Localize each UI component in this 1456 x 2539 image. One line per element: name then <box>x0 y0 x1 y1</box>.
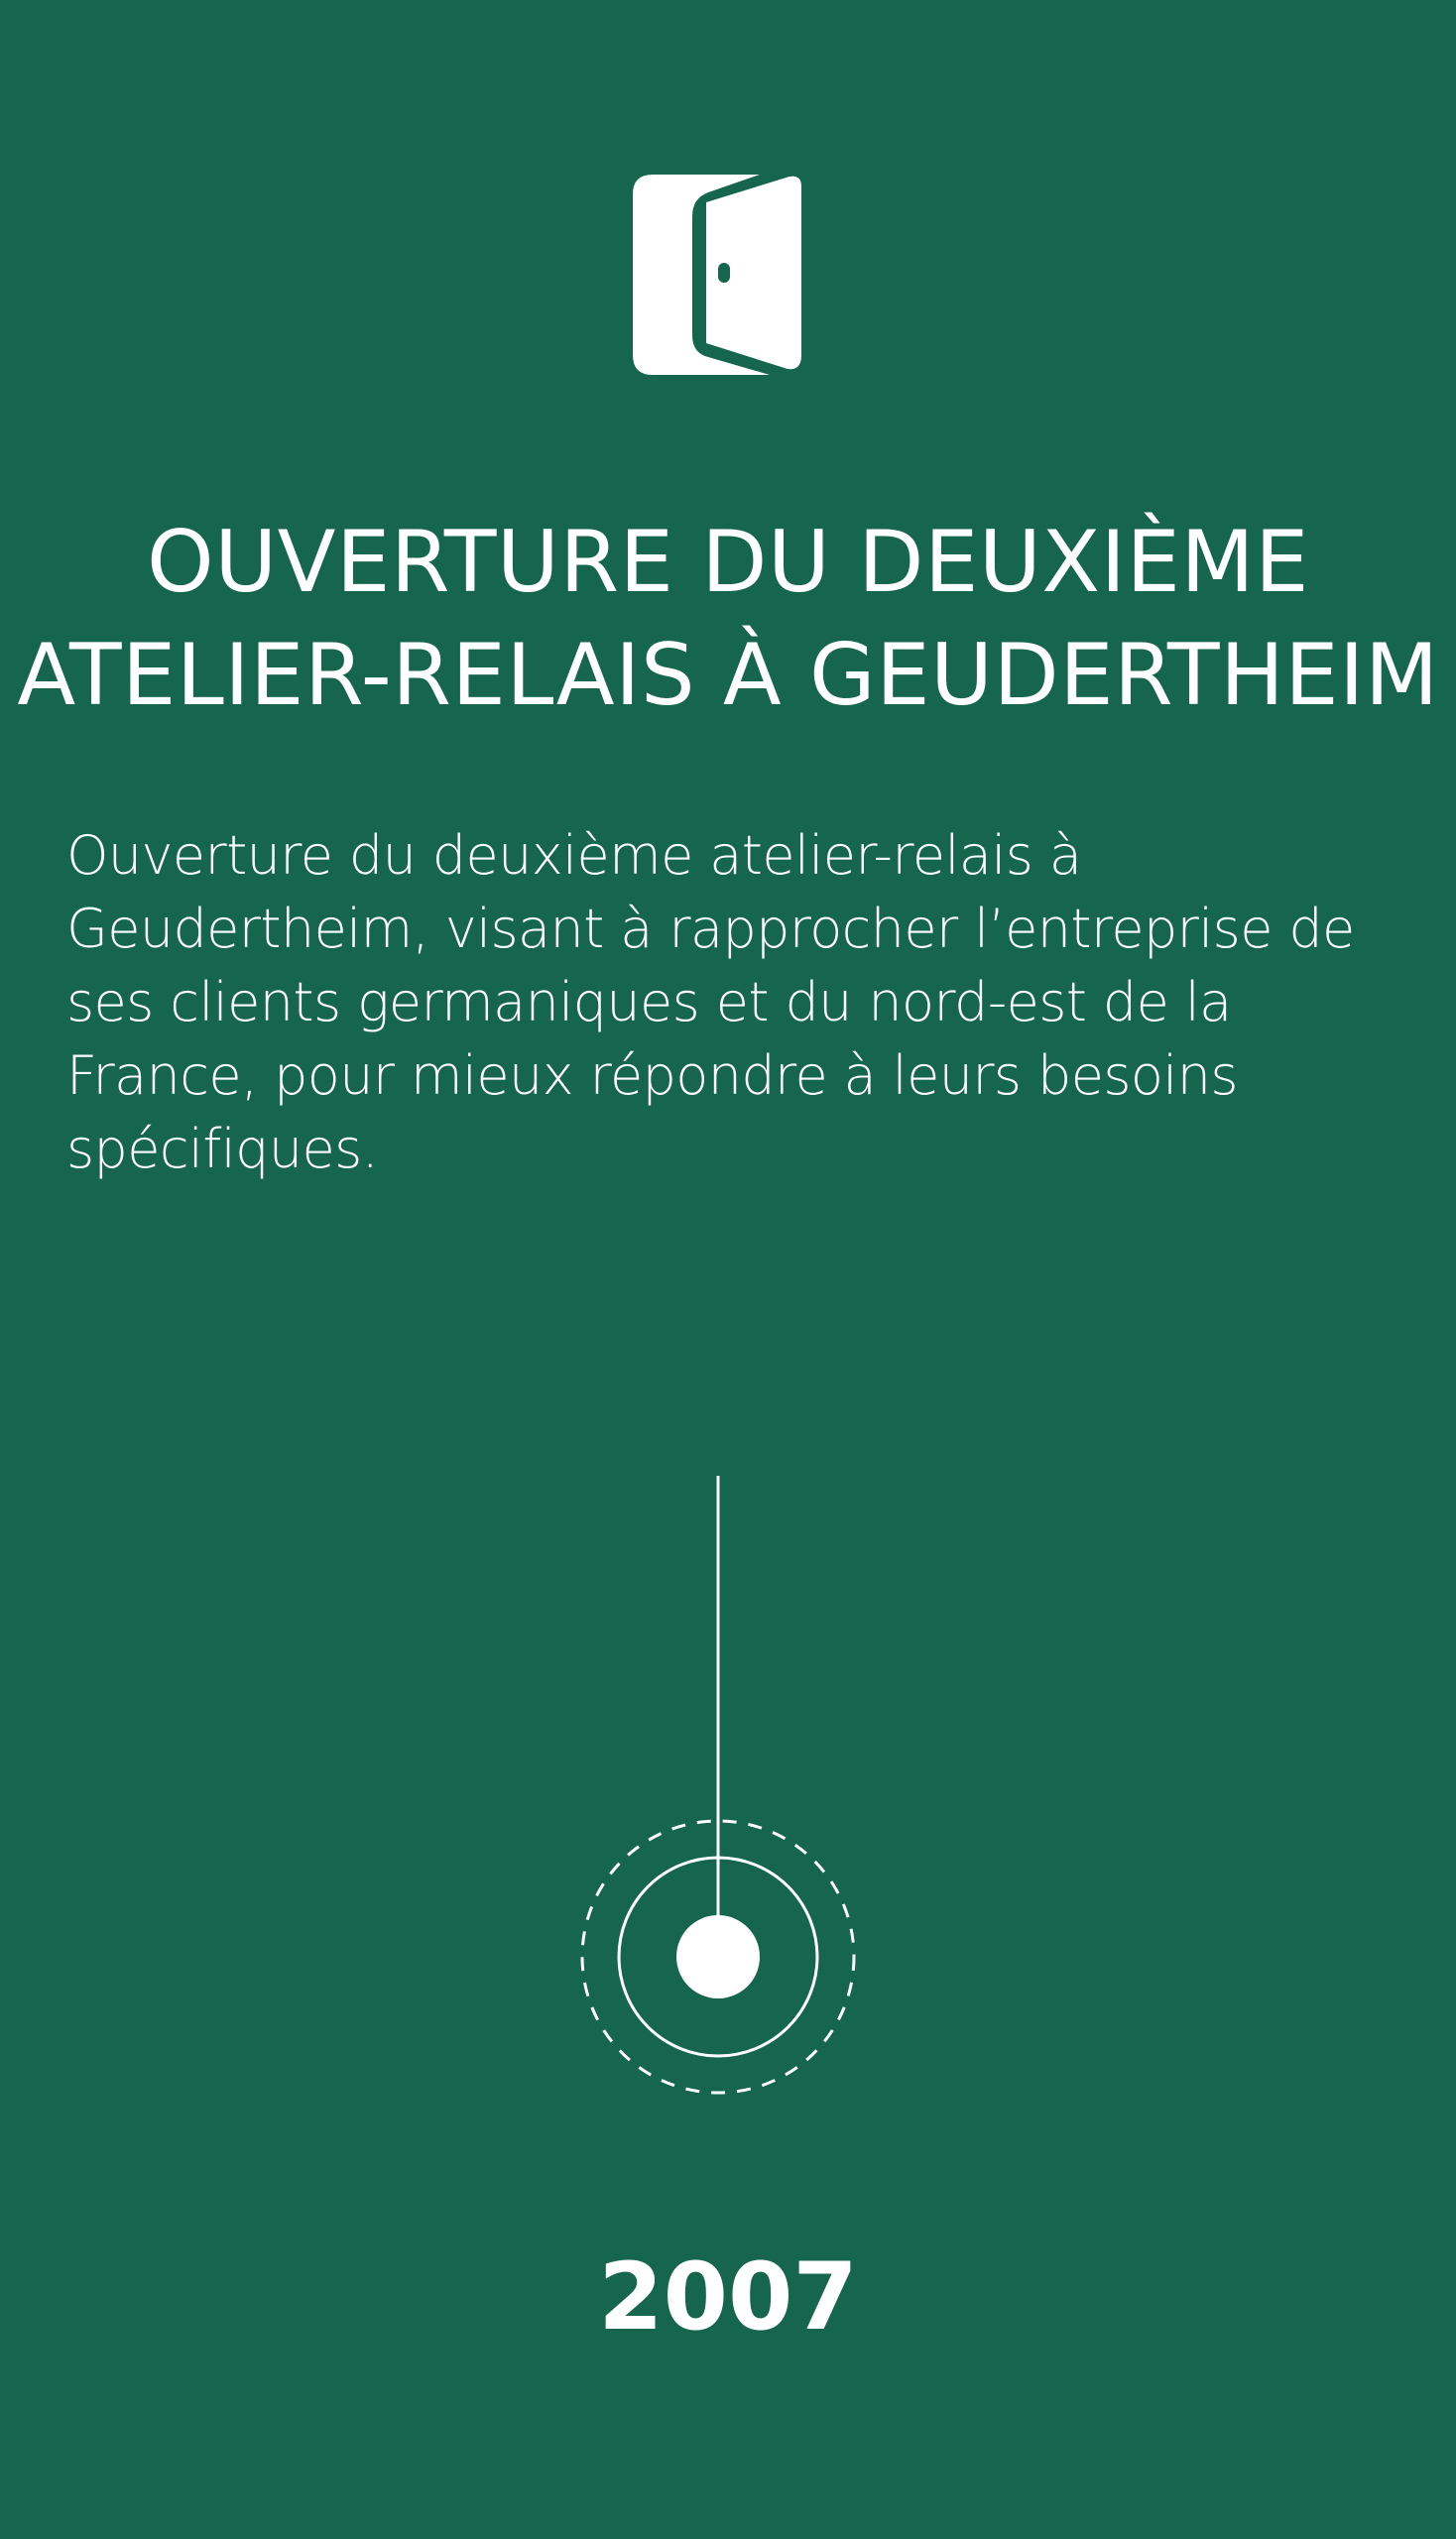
description-line: ses clients germaniques et du nord-est de la <box>66 971 1232 1033</box>
description-line: Ouverture du deuxième atelier-relais à <box>66 824 1082 887</box>
timeline-marker <box>569 1476 867 2111</box>
milestone-year: 2007 <box>598 2243 858 2352</box>
description-line: Geudertheim, visant à rapprocher l’entreprise de <box>66 898 1355 960</box>
timeline-dot <box>676 1915 760 1998</box>
milestone-title <box>0 506 1456 732</box>
milestone-title-line-1: OUVERTURE DU DEUXIÈME <box>147 513 1309 612</box>
milestone-title-line-2: ATELIER-RELAIS À GEUDERTHEIM <box>17 626 1439 725</box>
milestone-description <box>66 819 1395 1186</box>
door-open-icon <box>631 173 805 377</box>
description-line: spécifiques. <box>66 1118 379 1180</box>
description-line: France, pour mieux répondre à leurs besoins <box>66 1044 1238 1107</box>
